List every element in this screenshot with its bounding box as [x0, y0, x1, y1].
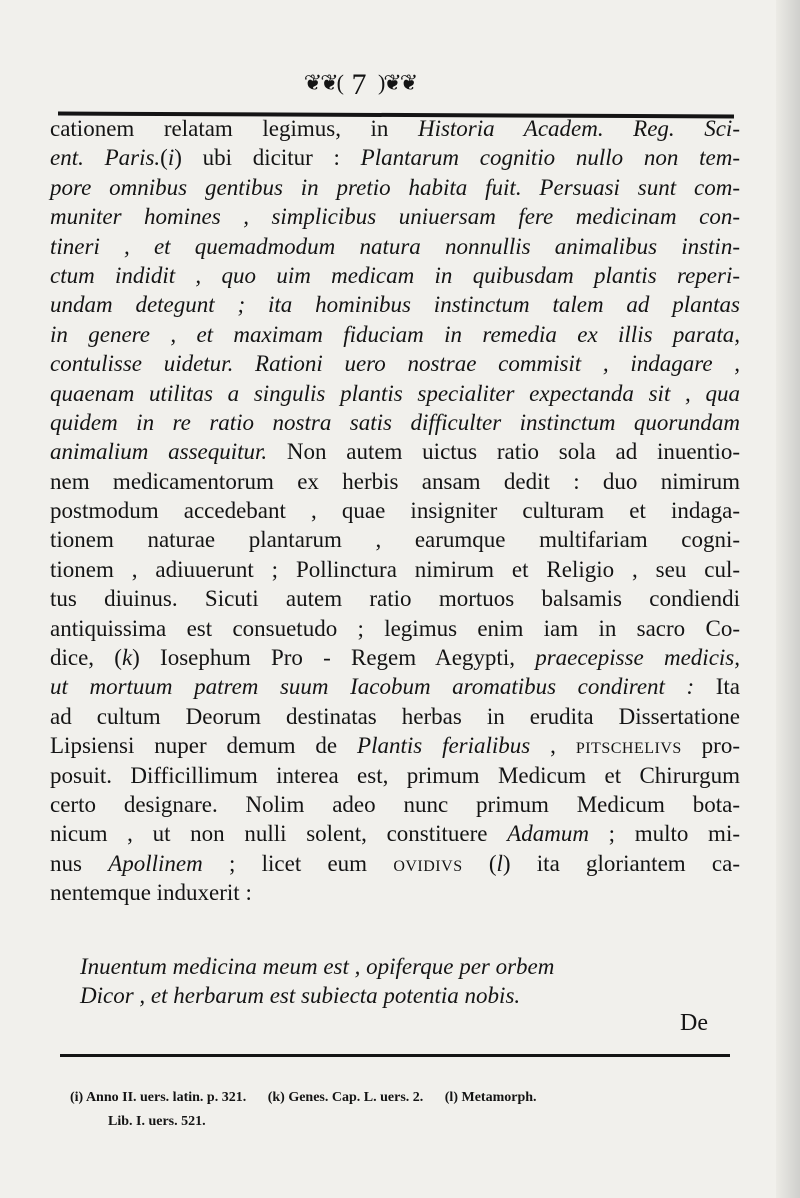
text-run: tionem , adiuuerunt ; Pollinctura nimirum et Religio , seu cul-	[50, 556, 740, 582]
text-run: l	[496, 850, 503, 876]
footnote-line	[70, 1086, 730, 1110]
text-line	[50, 467, 740, 496]
text-line	[50, 349, 740, 378]
text-run: ,	[530, 733, 576, 759]
text-line	[50, 379, 740, 408]
text-line	[50, 878, 740, 907]
text-line	[50, 555, 740, 584]
text-run: tus diuinus. Sicuti autem ratio mortuos balsamis condiendi	[50, 586, 740, 612]
text-run: pitschelivs	[575, 733, 682, 759]
text-line	[50, 790, 740, 819]
text-line	[50, 173, 740, 202]
text-run: ; multo mi-	[588, 821, 740, 847]
text-run: undam detegunt ; ita hominibus instinctum talem ad plantas	[50, 292, 740, 318]
text-line	[50, 496, 740, 525]
text-run: ) ubi dicitur :	[174, 145, 361, 171]
text-run: Apollinem	[108, 850, 203, 876]
text-line	[50, 614, 740, 643]
text-run: quidem in re ratio nostra satis difficulter instinctum quorundam	[50, 409, 740, 435]
text-run: tineri , et quemadmodum natura nonnullis animalibus instin-	[50, 233, 740, 259]
text-run: tionem naturae plantarum , earumque multifariam cogni-	[50, 527, 740, 553]
text-run: ut mortuum patrem suum Iacobum aromatibus condirent :	[50, 674, 695, 700]
text-line	[50, 437, 740, 466]
text-line	[50, 731, 740, 760]
text-run: ent. Paris.	[50, 145, 161, 171]
footnote-k: (k) Genes. Cap. L. uers. 2.	[267, 1090, 424, 1105]
text-run: ovidivs	[393, 850, 463, 876]
text-run: (	[462, 850, 497, 876]
text-line	[50, 290, 740, 319]
text-run: ; licet eum	[202, 850, 394, 876]
text-run: Historia Academ. Reg. Sci-	[417, 116, 740, 141]
text-run: postmodum accedebant , quae insigniter culturam et indaga-	[50, 498, 740, 524]
text-run: dice, (	[50, 645, 122, 671]
text-line	[50, 525, 740, 554]
text-run: ad cultum Deorum destinatas herbas in erudita Dissertatione	[50, 703, 740, 729]
page-edge-shadow	[776, 0, 800, 1198]
text-run: nus	[50, 850, 109, 876]
footnote-line: Lib. I. uers. 521.	[108, 1114, 206, 1129]
text-line	[50, 643, 740, 672]
page-number: 7	[351, 68, 369, 101]
page-header	[0, 68, 720, 102]
footnote-rule	[60, 1054, 730, 1057]
text-line	[50, 114, 740, 143]
text-line	[50, 143, 740, 172]
text-run: Non autem uictus ratio sola ad inuentio-	[267, 439, 740, 465]
text-run: posuit. Difficillimum interea est, primum Medicum et Chirurgum	[50, 762, 740, 788]
text-run: Ita	[694, 674, 740, 700]
text-line	[50, 819, 740, 848]
text-run: Plantarum cognitio nullo non tem-	[360, 145, 740, 171]
footnote-l: (l) Metamorph.	[444, 1090, 537, 1105]
text-line	[50, 761, 740, 790]
footnote-i: (i) Anno II. uers. latin. p. 321.	[70, 1090, 247, 1105]
ornament-right-icon: )❦❦	[378, 70, 417, 95]
text-run: praecepisse medicis,	[535, 645, 740, 671]
text-run: contulisse uidetur. Rationi uero nostrae commisit , indagare ,	[50, 351, 740, 377]
text-run: nentemque induxerit :	[50, 880, 252, 906]
footnotes	[70, 1086, 730, 1134]
text-line	[50, 702, 740, 731]
text-run: in genere , et maximam fiduciam in remedia ex illis parata,	[50, 321, 740, 347]
text-line	[50, 320, 740, 349]
text-line	[50, 672, 740, 701]
text-line	[50, 261, 740, 290]
catchword: De	[680, 1010, 708, 1036]
text-run: Plantis ferialibus	[357, 733, 531, 759]
text-line	[50, 232, 740, 261]
verse-quotation	[50, 952, 740, 1011]
text-run: quaenam utilitas a singulis plantis specialiter expectanda sit , qua	[50, 380, 740, 406]
text-run: ctum indidit , quo uim medicam in quibusdam plantis reperi-	[50, 262, 740, 288]
verse-line: Dicor , et herbarum est subiecta potentia nobis.	[80, 983, 521, 1009]
text-run: ) ita gloriantem ca-	[502, 850, 740, 876]
text-line	[50, 202, 740, 231]
text-run: certo designare. Nolim adeo nunc primum Medicum bota-	[50, 791, 740, 817]
verse-line: Inuentum medicina meum est , opiferque per orbem	[80, 954, 555, 979]
text-run: muniter homines , simplicibus uniuersam fere medicinam con-	[50, 204, 740, 230]
text-run: pore omnibus gentibus in pretio habita fuit. Persuasi sunt com-	[50, 174, 740, 200]
text-run: pro-	[681, 733, 741, 759]
text-run: ) Iosephum Pro - Regem Aegypti,	[132, 645, 536, 671]
ornament-left-icon: ❦❦(	[303, 70, 342, 95]
text-run: (	[160, 145, 168, 171]
text-run: Lipsiensi nuper demum de	[50, 733, 358, 759]
text-run: Adamum	[507, 821, 589, 847]
text-line	[50, 408, 740, 437]
text-line	[50, 849, 740, 878]
body-text	[50, 114, 740, 908]
text-run: cationem relatam legimus, in	[50, 116, 418, 141]
text-run: i	[167, 145, 175, 171]
text-run: animalium assequitur.	[50, 439, 268, 465]
text-line	[50, 584, 740, 613]
text-run: nem medicamentorum ex herbis ansam dedit : duo nimirum	[50, 468, 740, 494]
text-run: nicum , ut non nulli solent, constituere	[50, 821, 508, 847]
text-run: antiquissima est consuetudo ; legimus enim iam in sacro Co-	[50, 615, 740, 641]
text-run: k	[121, 645, 133, 671]
